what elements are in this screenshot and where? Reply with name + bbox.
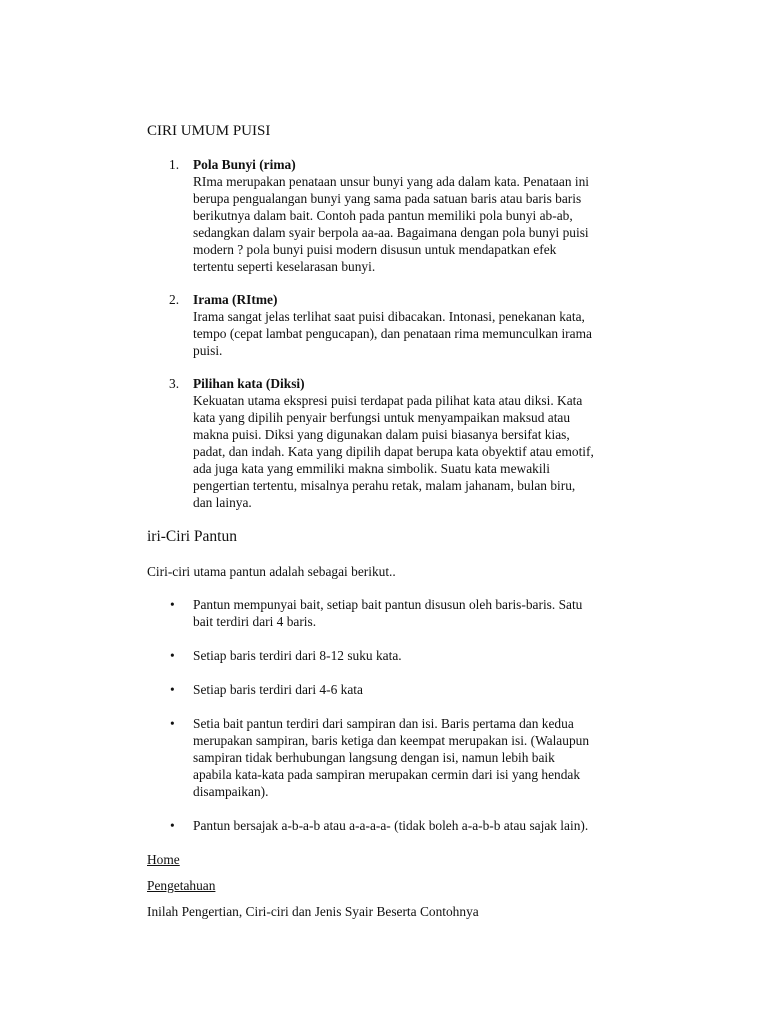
- item-text-line: makna puisi. Diksi yang digunakan dalam puisi biasanya bersifat kias,: [193, 427, 570, 442]
- item-heading: Irama (RItme): [193, 292, 278, 307]
- bullet-text-line: merupakan sampiran, baris ketiga dan keempat merupakan isi. (Walaupun: [193, 733, 590, 748]
- bullet-list-item: [147, 681, 667, 698]
- footer-text: Inilah Pengertian, Ciri-ciri dan Jenis Syair Beserta Contohnya: [147, 904, 479, 919]
- bullet-list-item: [147, 715, 667, 800]
- bullet-icon: •: [170, 597, 175, 612]
- item-text-line: RIma merupakan penataan unsur bunyi yang ada dalam kata. Penataan ini: [193, 174, 589, 189]
- bullet-icon: •: [170, 818, 175, 833]
- item-text-line: tempo (cepat lambat pengucapan), dan penataan rima memunculkan irama: [193, 326, 592, 341]
- bullet-list-item: [147, 647, 667, 664]
- bullet-text-line: Setia bait pantun terdiri dari sampiran dan isi. Baris pertama dan kedua: [193, 716, 574, 731]
- item-text-line: kata yang dipilih penyair berfungsi untuk menyampaikan maksud atau: [193, 410, 571, 425]
- item-text-line: berupa pengualangan bunyi yang sama pada satuan baris atau baris baris: [193, 191, 582, 206]
- item-text-line: modern ? pola bunyi puisi modern disusun untuk mendapatkan efek: [193, 242, 557, 257]
- bullet-list-item: [147, 817, 667, 834]
- item-text-line: berikutnya dalam bait. Contoh pada pantun memiliki pola bunyi ab-ab,: [193, 208, 573, 223]
- pantun-intro-text: Ciri-ciri utama pantun adalah sebagai berikut..: [147, 564, 396, 579]
- item-text-line: dan lainya.: [193, 495, 252, 510]
- numbered-list-item: [147, 375, 667, 511]
- bullet-text-line: Setiap baris terdiri dari 4-6 kata: [193, 682, 363, 697]
- item-text-line: sedangkan dalam syair berpola aa-aa. Bagaimana dengan pola bunyi puisi: [193, 225, 589, 240]
- home-link[interactable]: Home: [147, 852, 180, 867]
- item-text-line: puisi.: [193, 343, 223, 358]
- item-number: 1.: [169, 157, 180, 172]
- item-text-line: ada juga kata yang emmiliki makna simbolik. Suatu kata mewakili: [193, 461, 550, 476]
- item-text-line: padat, dan indah. Kata yang dipilih dapat berupa kata obyektif atau emotif,: [193, 444, 594, 459]
- numbered-list-item: [147, 156, 667, 275]
- item-text-line: pengertian tertentu, misalnya perahu retak, malam jahanam, bulan biru,: [193, 478, 576, 493]
- numbered-list-item: [147, 291, 667, 359]
- bullet-icon: •: [170, 716, 175, 731]
- item-heading: Pilihan kata (Diksi): [193, 376, 305, 391]
- page-title: CIRI UMUM PUISI: [147, 123, 271, 139]
- bullet-text-line: Setiap baris terdiri dari 8-12 suku kata.: [193, 648, 402, 663]
- bullet-icon: •: [170, 648, 175, 663]
- item-text-line: Kekuatan utama ekspresi puisi terdapat pada pilihat kata atau diksi. Kata: [193, 393, 583, 408]
- bullet-icon: •: [170, 682, 175, 697]
- bullet-text-line: Pantun bersajak a-b-a-b atau a-a-a-a- (tidak boleh a-a-b-b atau sajak lain).: [193, 818, 589, 833]
- bullet-text-line: Pantun mempunyai bait, setiap bait pantun disusun oleh baris-baris. Satu: [193, 597, 583, 612]
- pantun-section-heading: iri-Ciri Pantun: [147, 528, 237, 545]
- item-text-line: tertentu seperti keselarasan bunyi.: [193, 259, 376, 274]
- item-number: 2.: [169, 292, 180, 307]
- bullet-text-line: bait terdiri dari 4 baris.: [193, 614, 317, 629]
- item-number: 3.: [169, 376, 180, 391]
- bullet-text-line: sampiran tidak berhubungan langsung dengan isi, namun lebih baik: [193, 750, 555, 765]
- item-text-line: Irama sangat jelas terlihat saat puisi dibacakan. Intonasi, penekanan kata,: [193, 309, 585, 324]
- bullet-list-item: [147, 596, 667, 630]
- bullet-list: [147, 596, 667, 851]
- pengetahuan-link[interactable]: Pengetahuan: [147, 878, 216, 893]
- bullet-text-line: apabila kata-kata pada sampiran merupakan cermin dari isi yang hendak: [193, 767, 581, 782]
- numbered-list: [147, 156, 667, 527]
- item-heading: Pola Bunyi (rima): [193, 157, 296, 172]
- bullet-text-line: disampaikan).: [193, 784, 269, 799]
